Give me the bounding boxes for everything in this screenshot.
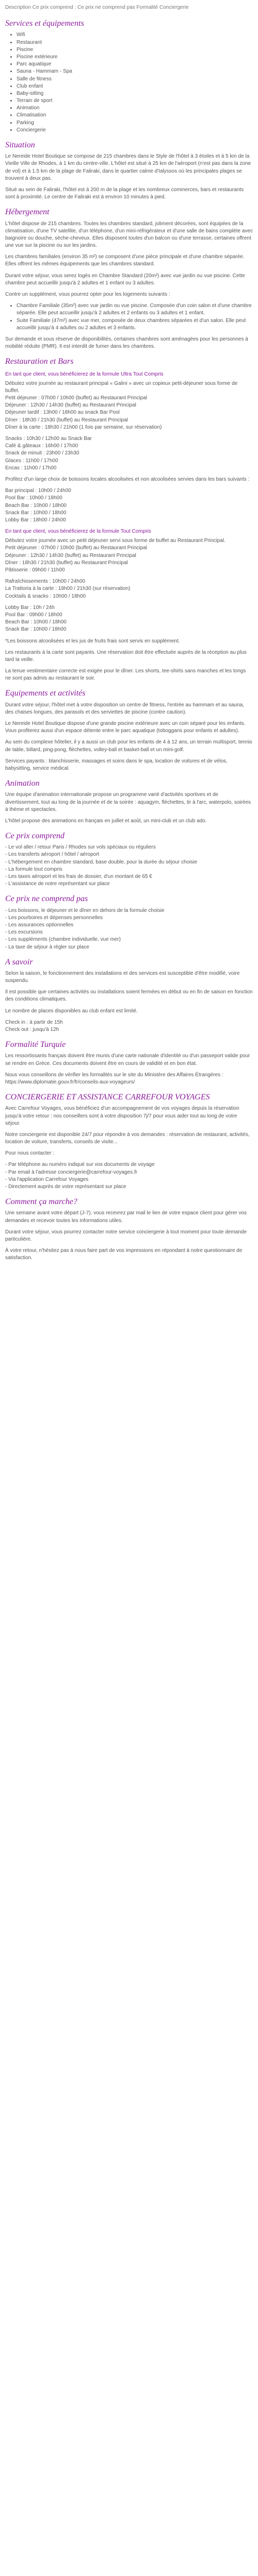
service-item: • Salle de fitness (17, 76, 253, 83)
formule2-bars (5, 604, 253, 634)
restauration-note: La tenue vestimentaire correcte est exigée pour le dîner. Les shorts, tee-shirts sans manches et les tongs ne sont pas admis au restaurant le soir. (5, 668, 246, 682)
included-item: - L'assistance de notre représentant sur place (5, 880, 253, 888)
contact-item: - Via l'application Carrefour Voyages (5, 1176, 253, 1183)
animation-title: Animation (5, 779, 40, 788)
bar-line: Bar principal : 10h00 / 24h00 (5, 488, 71, 494)
included-item: - Les taxes aéroport et les frais de dossier, d'un montant de 65 € (5, 873, 253, 880)
formalite-paragraph: Les ressortissants français doivent être munis d'une carte nationale d'identité ou d'un passeport valide pour se rendre en Grèce. Ces documents doivent être en cours de validité et en bon état. (5, 1053, 250, 1066)
animation-section (5, 778, 253, 825)
situation-paragraph: Le Nereide Hotel Boutique se compose de 215 chambres dans le Style de l'hôtel à 3 étoiles et à 5 km de la Vieille Ville de Rhodes, à 1 km du centre-ville. L'hôtel est situé à 25 km de l'aéroport (n'est pas dans la zone de vol) et à 1.5 km de la plage de Faliraki, dans le quartier calme d'Ialyssos où les principales plages se trouvent à deux pas. (5, 154, 251, 181)
conciergerie-title: CONCIERGERIE ET ASSISTANCE CARREFOUR VOYAGES (5, 1093, 210, 1102)
snack-line: Encas : 11h00 / 17h00 (5, 465, 57, 471)
meal-line: Pâtisserie : 09h00 / 11h00 (5, 567, 65, 573)
contact-item: - Par téléphone au numéro indiqué sur vos documents de voyage (5, 1161, 253, 1168)
room-option: • Suite Familiale (47m²) avec vue mer, composée de deux chambres séparées et d'un salon. Elle peut accueillir jusqu'à 4 adultes ou 2 adultes et 3 enfants. (17, 317, 253, 332)
bars-intro: Profitez d'un large choix de boissons locales alcoolisées et non alcoolisées servies dans les bars suivants : (5, 476, 250, 482)
prix-ne-comprend-section (5, 894, 253, 951)
service-item: • Piscine extérieure (17, 54, 253, 61)
conciergerie-paragraph: Avec Carrefour Voyages, vous bénéficiez d'un accompagnement de vos voyages depuis la réservation jusqu'à votre retour : nos conseillers sont à votre disposition 7j/7 pour vous aider tout au long de votre séjour. (5, 1106, 239, 1126)
included-item: - Les transferts aéroport / hôtel / aéroport (5, 851, 253, 858)
included-item: - La formule tout compris (5, 866, 253, 873)
formule2-meals (5, 537, 253, 574)
equipements-paragraph: Durant votre séjour, l'hôtel met à votre disposition un centre de fitness, l'entrée au hammam et au sauna, des chaises longues, des parasols et des serviettes de piscine (contre caution). (5, 702, 244, 715)
service-item: • Piscine (17, 46, 253, 54)
comment-section (5, 1197, 253, 1262)
service-item: • Animation (17, 105, 253, 112)
contact-item: - Par email à l'adresse conciergerie@carrefour-voyages.fr (5, 1169, 253, 1176)
comment-paragraph: À votre retour, n'hésitez pas à nous faire part de vos impressions en répondant à notre questionnaire de satisfaction. (5, 1248, 243, 1261)
bars-list (5, 487, 253, 524)
room-option: • Chambre Familiale (35m²) avec vue jardin ou vue piscine. Composée d'un coin salon et d'une chambre séparée. Elle peut accueillir jusqu'à 2 adultes et 2 enfants ou 3 adultes et 1 enfant. (17, 302, 253, 317)
comment-paragraph: Une semaine avant votre départ (J-7), vous recevrez par mail le lien de votre espace client pour gérer vos demandes et recevoir toutes les informations utiles. (5, 1210, 247, 1224)
equipements-section (5, 688, 253, 772)
meal-line: Déjeuner : 12h30 / 14h30 (buffet) au Restaurant Principal (5, 552, 136, 558)
conciergerie-paragraph: Notre conciergerie est disponible 24/7 pour répondre à vos demandes : réservation de restaurant, activités, location de voiture, transferts, conseils de visite... (5, 1131, 250, 1145)
animation-paragraph: L'hôtel propose des animations en français en juillet et août, un mini-club et un club ado. (5, 818, 207, 824)
intro-breadcrumb: Description Ce prix comprend : Ce prix ne comprend pas Formalité Conciergerie (5, 5, 189, 10)
hebergement-title: Hébergement (5, 208, 50, 217)
services-section (5, 19, 253, 134)
service-item: • Wifi (17, 31, 253, 39)
restauration-note: *Les boissons alcoolisées et les jus de fruits frais sont servis en supplément. (5, 638, 180, 644)
meal-line: Dîner : 18h30 / 21h30 (buffet) au Restaurant Principal (5, 417, 128, 423)
service-item: • Parking (17, 120, 253, 127)
situation-section (5, 140, 253, 201)
equipements-paragraph: Au sein du complexe hôtelier, il y a aussi un club pour les enfants de 4 à 12 ans, un terrain multisport, tennis de table, billard, ping-pong, fléchettes, volley-ball et basket-ball et un mini-golf. (5, 739, 252, 753)
meal-line: Déjeuner : 12h30 / 14h30 (buffet) au Restaurant Principal (5, 402, 136, 409)
situation-paragraph: Situé au sein de Faliraki, l'hôtel est à 200 m de la plage et les nombreux commerces, bars et restaurants sont à proximité. Le centre de Faliraki est à environ 10 minutes à pied. (5, 187, 244, 200)
prix-comprend-title: Ce prix comprend (5, 832, 64, 841)
hebergement-paragraph: L'hôtel dispose de 215 chambres. Toutes les chambres standard, joliment décorées, sont équipées de la climatisation, d'une TV satellite, d'un téléphone, d'un mini-réfrigérateur et d'une salle de bains complète avec baignoire ou douche, sèche-cheveux. Elles disposent toutes d'un balcon ou d'une terrasse, certaines offrent une vue sur la piscine ou sur les jardins. (5, 221, 253, 249)
snack-line: Glaces : 11h00 / 17h00 (5, 457, 58, 464)
bar-line: Pool Bar : 09h00 / 18h00 (5, 612, 62, 618)
snack-times (5, 435, 253, 472)
a-savoir-section (5, 957, 253, 1034)
bar-line: Beach Bar : 10h00 / 18h00 (5, 619, 67, 625)
check-out: Check out : jusqu'à 12h (5, 1027, 59, 1032)
bar-line: Lobby Bar : 10h / 24h (5, 604, 55, 611)
bar-line: Lobby Bar : 18h00 / 24h00 (5, 517, 66, 523)
a-savoir-paragraph: Selon la saison, le fonctionnement des installations et des services est susceptible d'être modifié, voire suspendu. (5, 970, 240, 984)
prix-comprend-list (5, 844, 253, 888)
bar-line: Beach Bar : 10h00 / 18h00 (5, 502, 67, 509)
restauration-section (5, 357, 253, 682)
service-item: • Baby-sitting (17, 90, 253, 97)
a-savoir-paragraph: Il est possible que certaines activités ou installations soient fermées en début ou en fin de saison en fonction des conditions climatiques. (5, 989, 253, 1003)
equipements-title: Equipements et activités (5, 689, 86, 698)
excluded-item: - Les pourboires et dépenses personnelles (5, 914, 253, 922)
included-item: - L'hébergement en chambre standard, base double, pour la durée du séjour choisie (5, 859, 253, 866)
equipements-paragraph: Services payants : blanchisserie, massages et soins dans le spa, location de voitures et de vélos, babysitting, service médical. (5, 758, 228, 771)
equipements-paragraph: Le Nereide Hotel Boutique dispose d'une grande piscine extérieure avec un coin séparé pour les enfants. Vous profiterez aussi d'un espace détente entre le parc aquatique (toboggans pour enfants et adultes). (5, 721, 246, 734)
contact-item: - Directement auprès de votre représentant sur place (5, 1183, 253, 1191)
formule-label: En tant que client, vous bénéficierez de la formule Ultra Tout Compris (5, 371, 164, 377)
situation-title: Situation (5, 141, 35, 149)
bar-line: Snack Bar : 10h00 / 18h00 (5, 510, 67, 516)
drink-line: Rafraîchissements : 10h00 / 24h00 (5, 579, 86, 585)
room-options-list (5, 302, 253, 332)
a-savoir-title: A savoir (5, 957, 33, 967)
page (0, 0, 258, 1262)
hebergement-section (5, 207, 253, 350)
contact-list (5, 1161, 253, 1191)
meal-times (5, 380, 253, 431)
excluded-item: - Les suppléments (chambre individuelle, vue mer) (5, 936, 253, 943)
formalite-paragraph: Nous vous conseillons de vérifier les formalités sur le site du Ministère des Affaires Étrangères : https://www.diplomatie.gouv.fr/fr/conseils-aux-voyageurs/ (5, 1072, 223, 1085)
meal-line: Débutez votre journée au restaurant principal « Galini » avec un copieux petit-déjeuner sous forme de buffet. (5, 380, 238, 394)
included-item: - Le vol aller / retour Paris / Rhodes sur vols spéciaux ou réguliers (5, 844, 253, 851)
prix-ne-comprend-list (5, 907, 253, 951)
drink-line: Cocktails & snacks : 10h00 / 18h00 (5, 593, 86, 599)
meal-line: Débutez votre journée avec un petit déjeuner servi sous forme de buffet au Restaurant Principal. (5, 538, 225, 544)
service-item: • Restaurant (17, 39, 253, 46)
excluded-item: - Les boissons, le déjeuner et le dîner en dehors de la formule choisie (5, 907, 253, 914)
meal-line: Petit déjeuner : 07h00 / 10h00 (buffet) au Restaurant Principal (5, 395, 147, 401)
excluded-item: - Les assurances optionnelles (5, 922, 253, 929)
service-item: • Terrain de sport (17, 97, 253, 105)
snack-line: Café & gâteaux : 16h00 / 17h00 (5, 443, 78, 449)
formule2-label: En tant que client, vous bénéficierez de la formule Tout Compris (5, 529, 151, 535)
restauration-title: Restauration et Bars (5, 357, 74, 366)
meal-line: Petit déjeuner : 07h00 / 10h00 (buffet) au Restaurant Principal (5, 545, 147, 551)
restauration-note: Les restaurants à la carte sont payants. Une réservation doit être effectuée auprès de la réception au plus tard la veille. (5, 649, 247, 663)
services-list (5, 31, 253, 134)
service-item: • Club enfant (17, 83, 253, 90)
meal-line: Dîner à la carte : 18h30 / 21h00 (1 fois par semaine, sur réservation) (5, 424, 162, 430)
snack-line: Snack de minuit : 23h00 / 23h30 (5, 450, 79, 456)
prix-comprend-section (5, 831, 253, 888)
formule2-drinks (5, 578, 253, 600)
animation-paragraph: Une équipe d'animation internationale propose un programme varié d'activités sportives et de divertissement, tout au long de la journée et de la soirée : aquagym, fléchettes, tir à l'arc, waterpolo, soirées à thème et spectacles. (5, 792, 251, 812)
service-item: • Conciergerie (17, 127, 253, 134)
excluded-item: - La taxe de séjour à régler sur place (5, 944, 253, 951)
formalite-title: Formalité Turquie (5, 1040, 66, 1049)
conciergerie-paragraph: Pour nous contacter : (5, 1150, 55, 1157)
drink-line: La Trattoria à la carte : 19h00 / 21h30 (sur réservation) (5, 586, 131, 592)
excluded-item: - Les excursions (5, 929, 253, 936)
service-item: • Sauna - Hammam - Spa (17, 68, 253, 75)
snack-line: Snacks : 10h30 / 12h00 au Snack Bar (5, 436, 92, 442)
service-item: • Climatisation (17, 112, 253, 119)
hebergement-paragraph: Durant votre séjour, vous serez logés en Chambre Standard (20m²) avec vue jardin ou vue piscine. Cette chambre peut accueillir jusqu'à 2 adultes et 1 enfant ou 3 adultes. (5, 273, 245, 286)
bar-line: Snack Bar : 10h00 / 18h00 (5, 626, 67, 633)
comment-paragraph: Durant votre séjour, vous pourrez contacter notre service conciergerie à tout moment pour toute demande particulière. (5, 1229, 247, 1242)
prix-ne-comprend-title: Ce prix ne comprend pas (5, 894, 88, 904)
hebergement-paragraph: Contre un supplément, vous pourrez opter pour les logements suivants : (5, 292, 170, 297)
service-item: • Parc aquatique (17, 61, 253, 68)
formalite-section (5, 1040, 253, 1086)
check-in: Check in : à partir de 15h (5, 1019, 63, 1025)
meal-line: Déjeuner tardif : 13h00 / 18h00 au snack Bar Pool (5, 410, 120, 416)
hebergement-outro: Sur demande et sous réserve de disponibilités, certaines chambres sont aménagées pour les personnes à mobilité réduite (PMR). Il est interdit de fumer dans les chambres. (5, 336, 248, 350)
bar-line: Pool Bar : 10h00 / 18h00 (5, 495, 62, 501)
a-savoir-paragraph: Le nombre de places disponibles au club enfant est limité. (5, 1008, 138, 1014)
conciergerie-section (5, 1092, 253, 1191)
hebergement-paragraph: Les chambres familiales (environ 35 m²) se composent d'une pièce principale et d'une chambre séparée. Elles offrent les mêmes équipements que les chambres standard. (5, 254, 245, 267)
services-title: Services et équipements (5, 19, 84, 28)
meal-line: Dîner : 18h30 / 21h30 (buffet) au Restaurant Principal (5, 560, 128, 566)
comment-title: Comment ça marche? (5, 1197, 77, 1207)
